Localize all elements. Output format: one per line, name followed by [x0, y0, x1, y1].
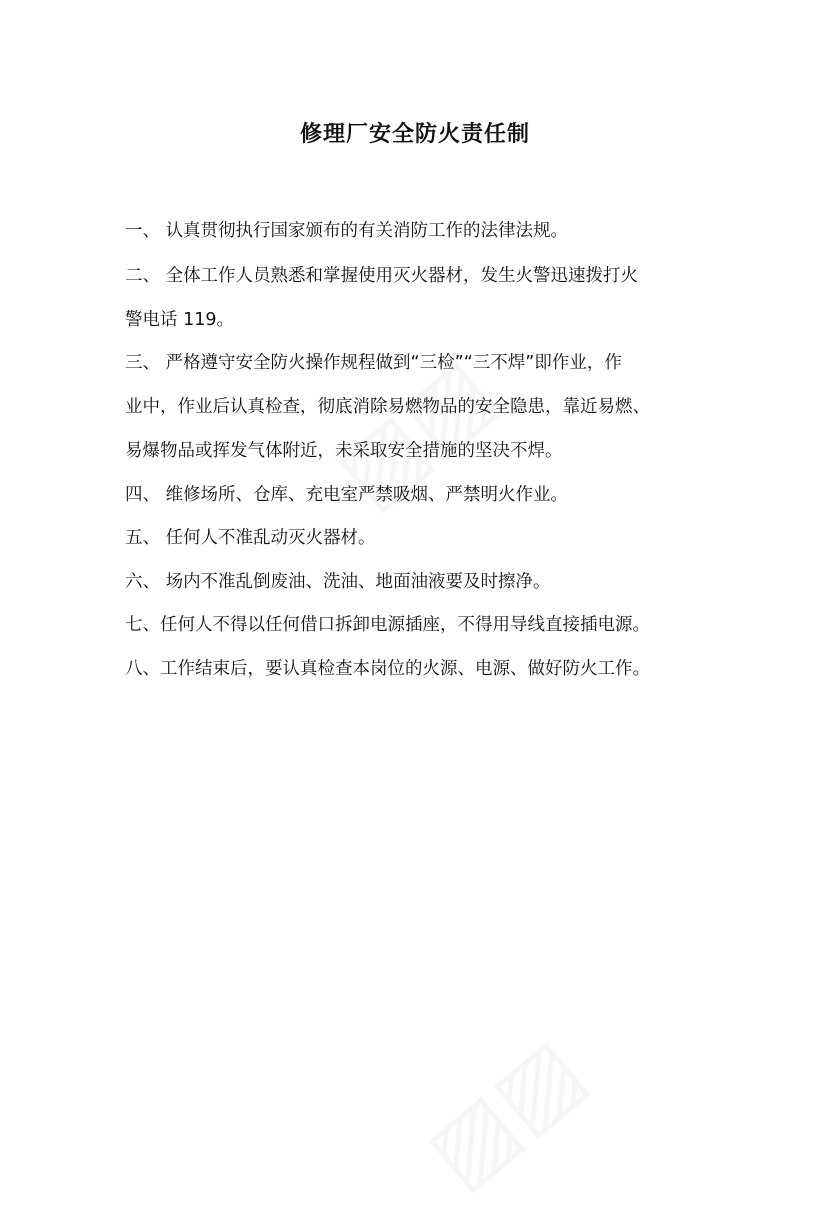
clause-line: 三、 严格遵守安全防火操作规程做到“三检”“三不焊”即作业，作: [125, 353, 622, 373]
clause-line: 七、任何人不得以任何借口拆卸电源插座，不得用导线直接插电源。: [125, 615, 650, 635]
clause-line: 四、 维修场所、仓库、充电室严禁吸烟、严禁明火作业。: [125, 485, 569, 505]
clause-line: 一、 认真贯彻执行国家颁布的有关消防工作的法律法规。: [125, 221, 569, 241]
clause-line: 二、 全体工作人员熟悉和掌握使用灭火器材，发生火警迅速拨打火: [125, 266, 639, 286]
clause-line: 六、 场内不准乱倒废油、洗油、地面油液要及时擦净。: [125, 572, 551, 592]
clause-line: 五、 任何人不准乱动灭火器材。: [125, 528, 376, 548]
clause-line: 八、工作结束后，要认真检查本岗位的火源、电源、做好防火工作。: [125, 659, 650, 679]
clause-line: 警电话 119。: [125, 310, 234, 330]
clause-line: 易爆物品或挥发气体附近，未采取安全措施的坚决不焊。: [125, 441, 563, 461]
clause-line: 业中，作业后认真检查，彻底消除易燃物品的安全隐患，靠近易燃、: [125, 397, 650, 417]
document-title: 修理厂安全防火责任制: [299, 122, 530, 147]
watermark: [406, 1018, 604, 1207]
